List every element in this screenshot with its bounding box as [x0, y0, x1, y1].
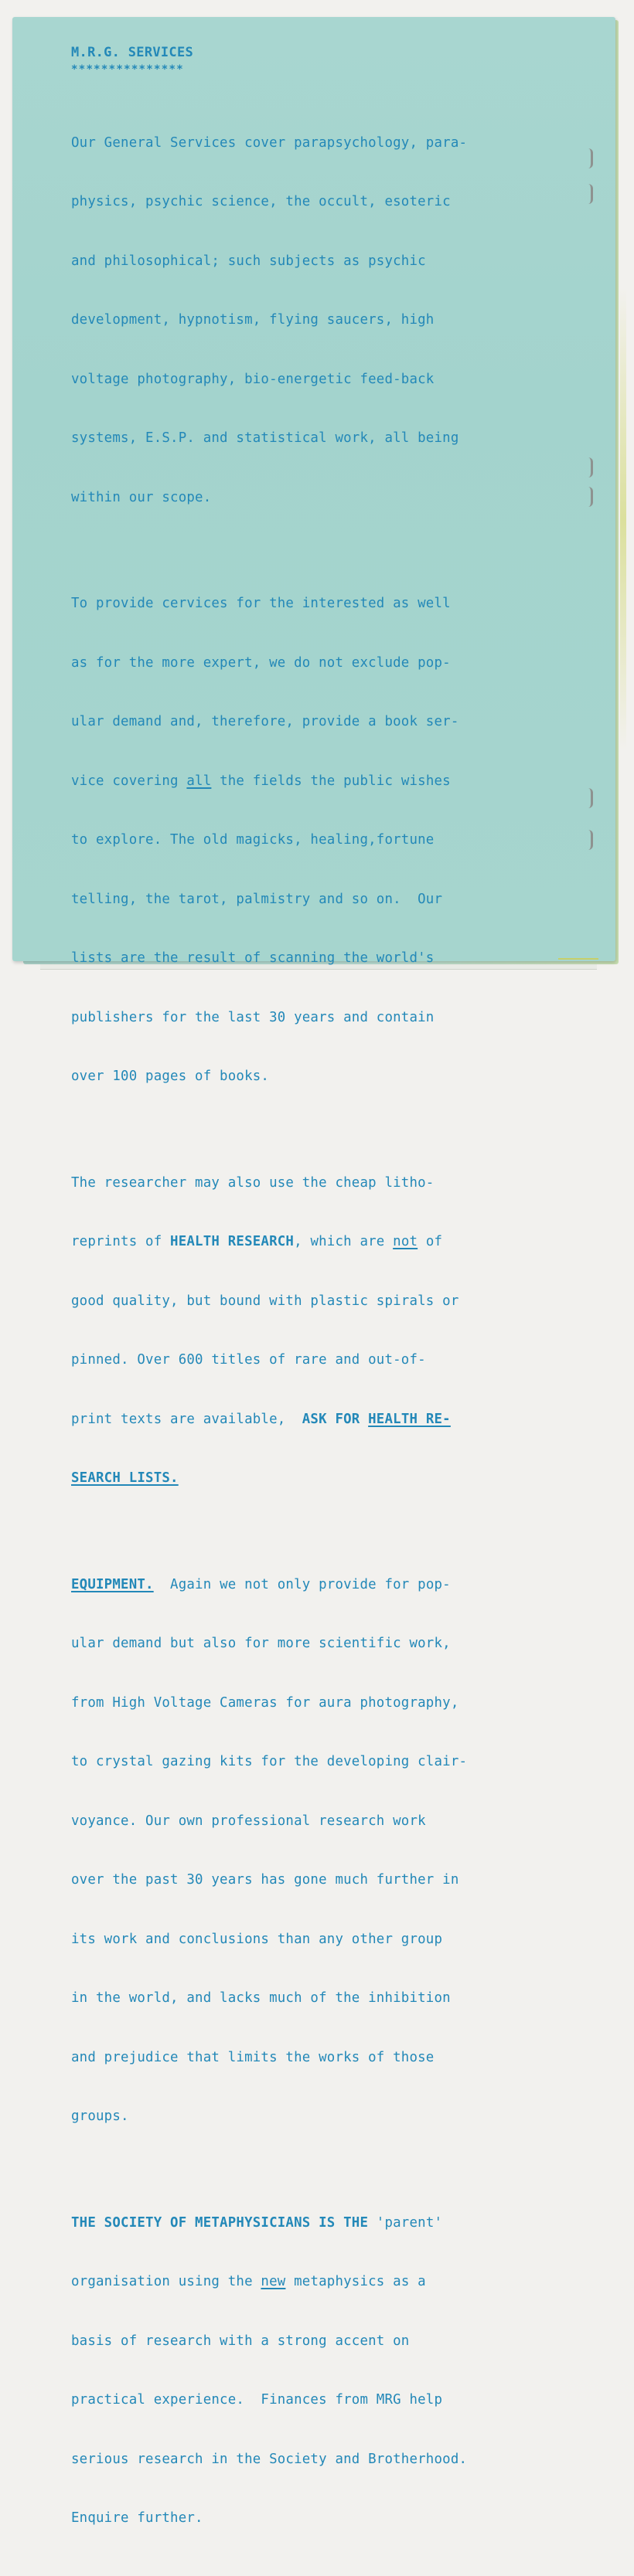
text-fragment: , which are [294, 1234, 394, 1249]
text-line [71, 772, 543, 792]
health-research-lists-callout: SEARCH LISTS. [71, 1470, 179, 1486]
text-line: serious research in the Society and Brotherhood. [71, 2451, 468, 2467]
text-fragment: Again we not only provide for pop- [153, 1576, 451, 1592]
text-line: The researcher may also use the cheap litho- [71, 1174, 435, 1191]
text-fragment: organisation using the [71, 2274, 261, 2289]
text-line: physics, psychic science, the occult, esoteric [71, 194, 451, 209]
staple-hole [586, 148, 593, 168]
text-line: pinned. Over 600 titles of rare and out-of- [71, 1352, 426, 1368]
health-research-lists-callout: HEALTH RE- [368, 1411, 451, 1427]
health-research-name: HEALTH RESEARCH [170, 1234, 295, 1249]
equipment-paragraph [71, 1536, 543, 2166]
text-line: voltage photography, bio-energetic feed-back [71, 371, 435, 387]
text-line: Our General Services cover parapsychology, para- [71, 134, 468, 151]
staple-hole [586, 184, 593, 204]
text-line: Enquire further. [71, 2510, 203, 2526]
text-line: basis of research with a strong accent on [71, 2333, 410, 2349]
text-fragment: reprints of [71, 1234, 171, 1249]
text-line: over the past 30 years has gone much further in [71, 1872, 459, 1888]
text-line: systems, E.S.P. and statistical work, all being [71, 430, 459, 446]
equipment-heading: EQUIPMENT. [71, 1576, 154, 1592]
edge-discoloration [620, 287, 626, 751]
text-line: as for the more expert, we do not exclude pop- [71, 654, 451, 671]
text-line: its work and conclusions than any other group [71, 1931, 443, 1947]
society-heading: THE SOCIETY OF METAPHYSICIANS IS THE [71, 2214, 369, 2231]
text-line: ular demand but also for more scientific work, [71, 1636, 451, 1651]
text-line [71, 1232, 543, 1252]
general-services-paragraph [71, 94, 543, 548]
health-research-paragraph [71, 1134, 543, 1528]
text-line: good quality, but bound with plastic spirals or [71, 1293, 459, 1309]
text-line [71, 2214, 543, 2234]
text-line: within our scope. [71, 489, 212, 505]
staple-hole [586, 457, 593, 477]
text-line [71, 2272, 543, 2292]
text-line: to explore. The old magicks, healing,fortune [71, 832, 435, 848]
page-title: M.R.G. SERVICES [71, 45, 194, 60]
text-fragment: of [418, 1234, 443, 1249]
text-line: ular demand and, therefore, provide a book ser- [71, 714, 459, 729]
staple-hole [586, 788, 593, 808]
text-line: practical experience. Finances from MRG help [71, 2392, 443, 2408]
text-fragment: metaphysics as a [285, 2274, 426, 2289]
text-line: over 100 pages of books. [71, 1069, 270, 1084]
document-body [71, 43, 543, 2576]
text-line: in the world, and lacks much of the inhibition [71, 1990, 451, 2006]
text-line: groups. [71, 2109, 129, 2124]
text-fragment: print texts are available, [71, 1411, 302, 1427]
staple-hole [586, 830, 593, 850]
text-line: To provide cervices for the interested as well [71, 596, 451, 611]
text-line [71, 1410, 543, 1430]
underlined-word-new: new [261, 2274, 286, 2289]
text-line: and prejudice that limits the works of those [71, 2049, 435, 2065]
text-line: to crystal gazing kits for the developing clair- [71, 1754, 468, 1769]
text-line: development, hypnotism, flying saucers, high [71, 312, 435, 328]
ask-for-callout: ASK FOR [302, 1411, 369, 1427]
text-line [71, 1469, 543, 1489]
text-fragment: vice covering [71, 773, 187, 789]
text-fragment: the fields the public wishes [211, 773, 451, 789]
title-asterisk-rule: *************** [71, 63, 184, 76]
text-line: telling, the tarot, palmistry and so on. Our [71, 891, 443, 907]
text-line: lists are the result of scanning the world's [71, 950, 435, 966]
book-service-paragraph [71, 555, 543, 1127]
text-line: and philosophical; such subjects as psychic [71, 253, 426, 269]
underlined-word-all: all [186, 773, 212, 789]
staple-hole [586, 487, 593, 507]
text-fragment: 'parent' [368, 2214, 443, 2231]
edge-mark [558, 958, 598, 960]
text-line [71, 1575, 543, 1596]
text-line: from High Voltage Cameras for aura photography, [71, 1694, 459, 1711]
society-paragraph [71, 2174, 543, 2568]
text-line: publishers for the last 30 years and contain [71, 1009, 435, 1025]
text-line: voyance. Our own professional research work [71, 1813, 426, 1829]
underlined-word-not: not [393, 1234, 418, 1249]
